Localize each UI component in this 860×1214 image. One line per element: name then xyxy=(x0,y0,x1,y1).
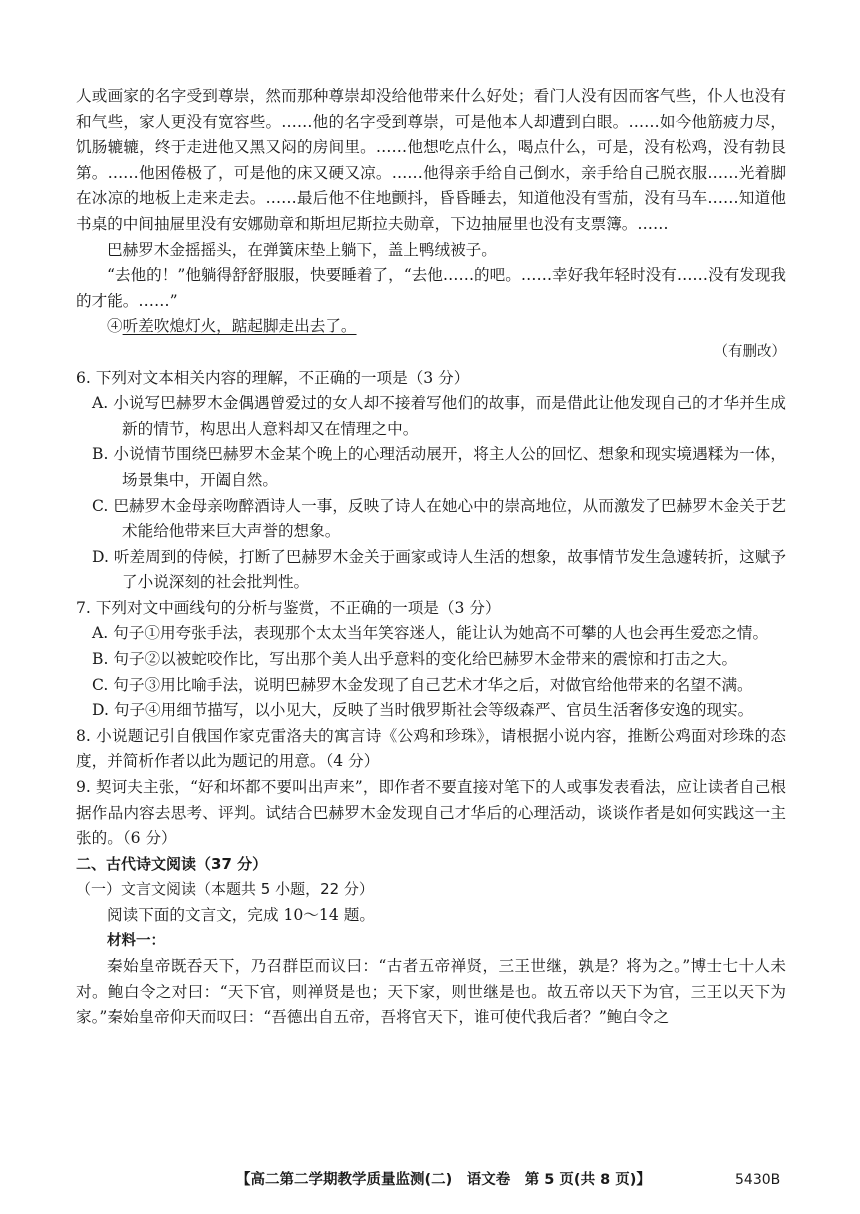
underlined-sentence: 听差吹熄灯火，踮起脚走出去了。 xyxy=(122,317,357,336)
page-content xyxy=(76,84,786,1031)
question-option: B. 句子②以被蛇咬作比，写出那个美人出乎意料的变化给巴赫罗木金带来的震惊和打击之大。 xyxy=(92,650,738,669)
question-option: C. 句子③用比喻手法，说明巴赫罗木金发现了自己艺术才华之后，对做官给他带来的名望不满。 xyxy=(92,675,753,694)
story-paragraph-underlined xyxy=(76,314,786,340)
question-option: D. 听差周到的侍候，打断了巴赫罗木金关于画家或诗人生活的想象，故事情节发生急遽转折，这赋予了小说深刻的社会批判性。 xyxy=(92,547,786,592)
question-option: C. 巴赫罗木金母亲吻醉酒诗人一事，反映了诗人在她心中的崇高地位，从而激发了巴赫罗木金关于艺术能给他带来巨大声誉的想象。 xyxy=(92,496,786,541)
question-stem: 6. 下列对文本相关内容的理解，不正确的一项是（3 分） xyxy=(76,368,470,387)
question-option: A. 句子①用夸张手法，表现那个太太当年笑容迷人，能让认为她高不可攀的人也会再生爱恋之情。 xyxy=(92,624,769,643)
material-text: 秦始皇帝既吞天下，乃召群臣而议曰：“古者五帝禅贤，三王世继，孰是？将为之。”博士七十人未对。鲍白令之对曰：“天下官，则禅贤是也；天下家，则世继是也。故五帝以天下为官，三王以天下为家。”秦始皇帝仰天而叹曰：“吾德出自五帝，吾将官天下，谁可使代我后者？”鲍白令之 xyxy=(76,957,786,1027)
story-paragraph: “去他的！”他躺得舒舒服服，快要睡着了，“去他……的吧。……幸好我年轻时没有……没有发现我的才能。……” xyxy=(76,266,786,310)
source-note: （有删改） xyxy=(713,343,786,360)
question-option: A. 小说写巴赫罗木金偶遇曾爱过的女人却不接着写他们的故事，而是借此让他发现自己的才华并生成新的情节，构思出人意料却又在情理之中。 xyxy=(92,394,786,438)
question-stem: 8. 小说题记引自俄国作家克雷洛夫的寓言诗《公鸡和珍珠》，请根据小说内容，推断公鸡面对珍珠的态度，并简析作者以此为题记的用意。（4 分） xyxy=(76,726,786,771)
footer-exam-info: 【高二第二学期教学质量监测(二) 语文卷 第 5 页(共 8 页)】 xyxy=(236,1172,651,1188)
footer-code: 5430B xyxy=(735,1172,781,1188)
question-stem: 7. 下列对文中画线句的分析与鉴赏，不正确的一项是（3 分） xyxy=(76,598,501,617)
story-paragraph: 巴赫罗木金摇摇头，在弹簧床垫上躺下，盖上鸭绒被子。 xyxy=(107,240,497,259)
section-heading: 二、古代诗文阅读（37 分） xyxy=(76,854,268,873)
question-option: D. 句子④用细节描写，以小见大，反映了当时俄罗斯社会等级森严、官员生活奢侈安逸的现实。 xyxy=(92,701,754,720)
story-paragraph: 人或画家的名字受到尊崇，然而那种尊崇却没给他带来什么好处；看门人没有因而客气些，仆人也没有和气些，家人更没有宽容些。……他的名字受到尊崇，可是他本人却遭到白眼。……如今他筋疲力尽，饥肠辘辘，终于走进他又黑又闷的房间里。……他想吃点什么，喝点什么，可是，没有松鸡，没有勃艮第。……他困倦极了，可是他的床又硬又凉。……他得亲手给自己倒水，亲手给自己脱衣服……光着脚在冰凉的地板上走来走去。……最后他不住地颤抖，昏昏睡去，知道他没有雪茄，没有马车……知道他书桌的中间抽屉里没有安娜勋章和斯坦尼斯拉夫勋章，下边抽屉里也没有支票簿。…… xyxy=(76,87,786,233)
question-list xyxy=(76,366,786,852)
question-option: B. 小说情节围绕巴赫罗木金某个晚上的心理活动展开，将主人公的回忆、想象和现实境遇糅为一体，场景集中，开阖自然。 xyxy=(92,445,786,489)
sentence-marker: ④ xyxy=(107,317,123,336)
subsection-heading: （一）文言文阅读（本题共 5 小题，22 分） xyxy=(76,880,374,899)
material-label: 材料一： xyxy=(107,932,165,949)
question-stem: 9. 契诃夫主张，“好和坏都不要叫出声来”，即作者不要直接对笔下的人或事发表看法，应让读者自己根据作品内容去思考、评判。试结合巴赫罗木金发现自己才华后的心理活动，谈谈作者是如何实践这一主张的。（6 分） xyxy=(76,778,786,848)
reading-instruction: 阅读下面的文言文，完成 10～14 题。 xyxy=(107,906,375,924)
